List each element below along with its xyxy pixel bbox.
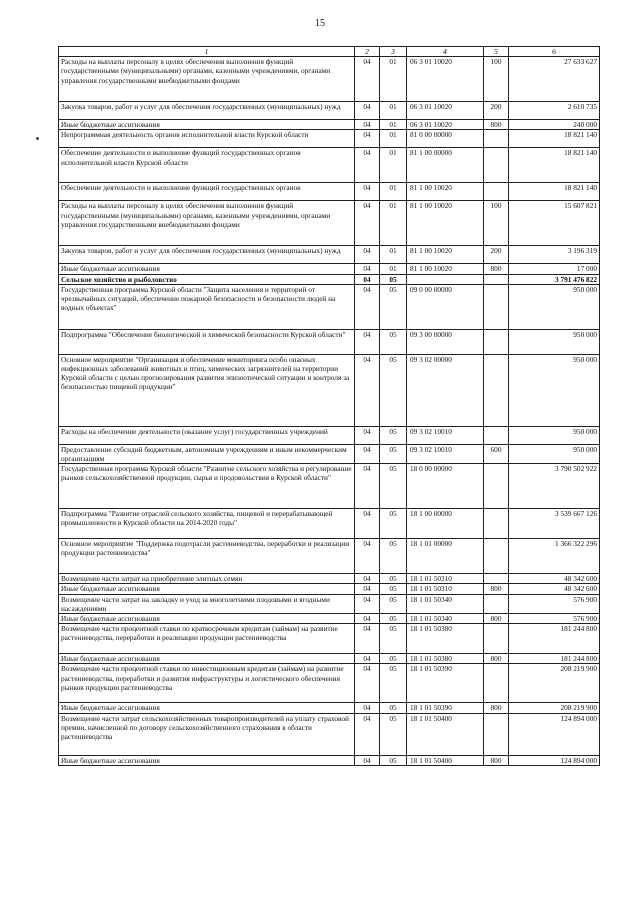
row-amount: 3 791 476 822 (509, 274, 600, 284)
row-subchapter: 05 (380, 354, 407, 426)
row-name: Возмещение части процентной ставки по инвестиционным кредитам (займам) на развитие растениеводства, переработки и развития инфраструктуры и логистического обеспечения рынков продукции растениеводства (59, 664, 355, 703)
row-name: Расходы на выплаты персоналу в целях обеспечения выполнения функций государственными (муниципальными) органами, казенными учреждениями, органами управления государственными внебюджетными фондами (59, 57, 355, 102)
row-amount: 950 000 (509, 329, 600, 354)
row-chapter: 04 (355, 594, 380, 613)
table-header-row (59, 47, 600, 57)
row-chapter: 04 (355, 274, 380, 284)
row-subchapter: 01 (380, 57, 407, 102)
row-subchapter: 05 (380, 624, 407, 654)
row-chapter: 04 (355, 57, 380, 102)
row-amount: 15 607 821 (509, 201, 600, 246)
row-chapter: 04 (355, 464, 380, 509)
row-amount: 124 894 000 (509, 755, 600, 765)
row-amount: 18 821 140 (509, 148, 600, 183)
row-type: 800 (484, 120, 509, 130)
row-chapter: 04 (355, 426, 380, 444)
row-type (484, 624, 509, 654)
row-chapter: 04 (355, 120, 380, 130)
row-type: 800 (484, 614, 509, 624)
row-type: 100 (484, 201, 509, 246)
table-row (59, 755, 600, 765)
row-subchapter: 05 (380, 755, 407, 765)
row-target: 18 1 01 50310 (407, 574, 484, 584)
row-target: 81 1 00 00000 (407, 148, 484, 183)
row-subchapter: 05 (380, 426, 407, 444)
row-name: Подпрограмма "Развитие отраслей сельского хозяйства, пищевой и перерабатывающей промышленности в Курской области на 2014-2020 годы" (59, 509, 355, 539)
table-row (59, 426, 600, 444)
budget-table (58, 46, 600, 766)
row-subchapter: 01 (380, 148, 407, 183)
row-target: 06 3 01 10020 (407, 120, 484, 130)
row-name: Иные бюджетные ассигнования (59, 755, 355, 765)
row-name: Расходы на обеспечение деятельности (оказание услуг) государственных учреждений (59, 426, 355, 444)
row-target: 09 3 00 00000 (407, 329, 484, 354)
row-chapter: 04 (355, 284, 380, 329)
row-amount: 48 342 600 (509, 584, 600, 594)
row-target: 09 3 02 10010 (407, 426, 484, 444)
table-row (59, 464, 600, 509)
row-type (484, 130, 509, 148)
table-row (59, 284, 600, 329)
row-target: 18 1 01 50400 (407, 755, 484, 765)
table-row (59, 703, 600, 713)
table-row (59, 624, 600, 654)
scan-dot-mark (36, 137, 39, 140)
row-chapter: 04 (355, 354, 380, 426)
row-amount: 208 219 900 (509, 703, 600, 713)
row-name: Подпрограмма "Обеспечение биологической и химической безопасности Курской области" (59, 329, 355, 354)
row-chapter: 04 (355, 755, 380, 765)
row-chapter: 04 (355, 574, 380, 584)
row-target: 09 0 00 00000 (407, 284, 484, 329)
row-name: Расходы на выплаты персоналу в целях обеспечения выполнения функций государственными (муниципальными) органами, казенными учреждениями, органами управления государственными внебюджетными фондами (59, 201, 355, 246)
row-subchapter: 05 (380, 594, 407, 613)
row-subchapter: 01 (380, 246, 407, 264)
row-name: Возмещение части затрат сельскохозяйственных товаропроизводителей на уплату страховой премии, начисленной по договору сельскохозяйственного страхования в области растениеводства (59, 713, 355, 755)
row-type (484, 284, 509, 329)
row-target: 81 0 00 00000 (407, 130, 484, 148)
row-name: Обеспечение деятельности и выполнение функций государственных органов (59, 183, 355, 201)
row-name: Предоставление субсидий бюджетным, автономным учреждениям и иным некоммерческим организациям (59, 444, 355, 463)
row-amount: 181 244 800 (509, 624, 600, 654)
row-subchapter: 05 (380, 329, 407, 354)
row-target: 06 3 01 10020 (407, 102, 484, 120)
row-target: 18 1 01 50390 (407, 664, 484, 703)
row-chapter: 04 (355, 614, 380, 624)
row-chapter: 04 (355, 444, 380, 463)
row-name: Возмещение части затрат на закладку и уход за многолетними плодовыми и ягодными насаждениями (59, 594, 355, 613)
row-chapter: 04 (355, 664, 380, 703)
row-name: Закупка товаров, работ и услуг для обеспечения государственных (муниципальных) нужд (59, 246, 355, 264)
row-name: Иные бюджетные ассигнования (59, 654, 355, 664)
row-type (484, 509, 509, 539)
row-chapter: 04 (355, 130, 380, 148)
row-chapter: 04 (355, 624, 380, 654)
table-row (59, 594, 600, 613)
row-subchapter: 05 (380, 539, 407, 574)
table-row (59, 539, 600, 574)
row-subchapter: 05 (380, 574, 407, 584)
row-subchapter: 01 (380, 130, 407, 148)
row-subchapter: 01 (380, 264, 407, 274)
row-name: Сельское хозяйство и рыболовство (59, 274, 355, 284)
row-amount: 950 000 (509, 426, 600, 444)
row-type: 800 (484, 264, 509, 274)
table-row (59, 509, 600, 539)
row-target: 09 3 02 00000 (407, 354, 484, 426)
table-row (59, 584, 600, 594)
row-name: Иные бюджетные ассигнования (59, 584, 355, 594)
row-target: 18 1 01 50340 (407, 614, 484, 624)
row-subchapter: 01 (380, 201, 407, 246)
row-name: Иные бюджетные ассигнования (59, 264, 355, 274)
row-subchapter: 05 (380, 584, 407, 594)
row-type (484, 574, 509, 584)
row-type (484, 464, 509, 509)
row-amount: 2 610 735 (509, 102, 600, 120)
row-subchapter: 05 (380, 444, 407, 463)
row-target: 18 1 01 50380 (407, 654, 484, 664)
row-amount: 18 821 140 (509, 130, 600, 148)
row-target: 18 1 01 50310 (407, 584, 484, 594)
row-type (484, 426, 509, 444)
table-row (59, 130, 600, 148)
table-row (59, 654, 600, 664)
row-target: 81 1 00 10020 (407, 264, 484, 274)
table-row (59, 354, 600, 426)
row-type: 800 (484, 755, 509, 765)
row-subchapter: 01 (380, 102, 407, 120)
row-subchapter: 05 (380, 614, 407, 624)
row-name: Иные бюджетные ассигнования (59, 703, 355, 713)
row-amount: 950 000 (509, 354, 600, 426)
row-chapter: 04 (355, 654, 380, 664)
row-chapter: 04 (355, 201, 380, 246)
header-target: 4 (407, 47, 484, 57)
table-row (59, 444, 600, 463)
row-target: 18 1 01 50380 (407, 624, 484, 654)
row-amount: 181 244 800 (509, 654, 600, 664)
row-target: 18 0 00 00000 (407, 464, 484, 509)
header-chapter: 2 (355, 47, 380, 57)
row-type: 200 (484, 246, 509, 264)
row-type (484, 664, 509, 703)
row-amount: 3 790 502 922 (509, 464, 600, 509)
row-chapter: 04 (355, 102, 380, 120)
row-amount: 27 633 627 (509, 57, 600, 102)
row-target: 81 1 00 10020 (407, 246, 484, 264)
table-row (59, 274, 600, 284)
table-row (59, 614, 600, 624)
row-name: Государственная программа Курской области "Развитие сельского хозяйства и регулирование рынков сельскохозяйственной продукции, сырья и продовольствия в Курской области" (59, 464, 355, 509)
row-name: Основное мероприятие "Организация и обеспечение мониторинга особо опасных инфекционных заболеваний животных и птиц, химических загрязнителей на территории Курской области с целью прогнозирования развития эпизоотической ситуации и контроля за безопасностью пищевой продукции" (59, 354, 355, 426)
row-subchapter: 05 (380, 703, 407, 713)
table-row (59, 120, 600, 130)
row-target: 09 3 02 10010 (407, 444, 484, 463)
row-target: 81 1 00 10020 (407, 201, 484, 246)
row-target (407, 274, 484, 284)
row-chapter: 04 (355, 246, 380, 264)
table-row (59, 713, 600, 755)
row-chapter: 04 (355, 183, 380, 201)
table-row (59, 664, 600, 703)
row-amount: 950 000 (509, 284, 600, 329)
row-amount: 3 196 319 (509, 246, 600, 264)
row-name: Закупка товаров, работ и услуг для обеспечения государственных (муниципальных) нужд (59, 102, 355, 120)
row-type: 100 (484, 57, 509, 102)
row-amount: 1 366 322 296 (509, 539, 600, 574)
row-subchapter: 05 (380, 654, 407, 664)
row-name: Иные бюджетные ассигнования (59, 614, 355, 624)
header-type: 5 (484, 47, 509, 57)
row-amount: 124 894 000 (509, 713, 600, 755)
row-chapter: 04 (355, 703, 380, 713)
row-amount: 576 900 (509, 614, 600, 624)
row-type (484, 329, 509, 354)
row-name: Основное мероприятие "Поддержка подотрасли растениеводства, переработки и реализации продукции растениеводства" (59, 539, 355, 574)
header-name: 1 (59, 47, 355, 57)
row-amount: 576 900 (509, 594, 600, 613)
row-amount: 208 219 900 (509, 664, 600, 703)
row-type (484, 594, 509, 613)
row-subchapter: 05 (380, 509, 407, 539)
row-subchapter: 05 (380, 274, 407, 284)
row-target: 18 1 01 50400 (407, 713, 484, 755)
row-name: Возмещение части затрат на приобретение элитных семян (59, 574, 355, 584)
row-subchapter: 05 (380, 284, 407, 329)
row-name: Обеспечение деятельности и выполнение функций государственных органов исполнительной власти Курской области (59, 148, 355, 183)
row-type (484, 713, 509, 755)
row-subchapter: 01 (380, 183, 407, 201)
row-amount: 17 000 (509, 264, 600, 274)
table-row (59, 57, 600, 102)
row-amount: 48 342 600 (509, 574, 600, 584)
table-row (59, 264, 600, 274)
row-amount: 950 000 (509, 444, 600, 463)
row-subchapter: 01 (380, 120, 407, 130)
row-chapter: 04 (355, 264, 380, 274)
table-row (59, 201, 600, 246)
table-row (59, 183, 600, 201)
row-target: 18 1 01 50390 (407, 703, 484, 713)
row-target: 18 1 01 50340 (407, 594, 484, 613)
header-subchapter: 3 (380, 47, 407, 57)
row-amount: 240 000 (509, 120, 600, 130)
header-amount: 6 (509, 47, 600, 57)
row-type (484, 354, 509, 426)
row-name: Возмещение части процентной ставки по краткосрочным кредитам (займам) на развитие растениеводства, переработки и реализации продукции растениеводства (59, 624, 355, 654)
row-chapter: 04 (355, 148, 380, 183)
row-type: 200 (484, 102, 509, 120)
table-row (59, 148, 600, 183)
page-number: 15 (315, 18, 325, 29)
row-subchapter: 05 (380, 664, 407, 703)
row-type (484, 539, 509, 574)
table-row (59, 329, 600, 354)
row-type (484, 148, 509, 183)
row-name: Непрограммная деятельность органов исполнительной власти Курской области (59, 130, 355, 148)
row-type: 600 (484, 444, 509, 463)
row-type: 800 (484, 654, 509, 664)
table-row (59, 246, 600, 264)
table-row (59, 574, 600, 584)
row-amount: 18 821 140 (509, 183, 600, 201)
row-target: 06 3 01 10020 (407, 57, 484, 102)
row-name: Государственная программа Курской области "Защита населения и территорий от чрезвычайных ситуаций, обеспечение пожарной безопасности и безопасности людей на водных объектах" (59, 284, 355, 329)
row-type: 800 (484, 703, 509, 713)
table-row (59, 102, 600, 120)
row-subchapter: 05 (380, 713, 407, 755)
row-chapter: 04 (355, 329, 380, 354)
row-chapter: 04 (355, 713, 380, 755)
row-target: 81 1 00 10020 (407, 183, 484, 201)
row-type: 800 (484, 584, 509, 594)
row-name: Иные бюджетные ассигнования (59, 120, 355, 130)
row-subchapter: 05 (380, 464, 407, 509)
row-amount: 3 539 667 126 (509, 509, 600, 539)
row-chapter: 04 (355, 584, 380, 594)
row-target: 18 1 00 00000 (407, 509, 484, 539)
row-chapter: 04 (355, 539, 380, 574)
row-type (484, 183, 509, 201)
row-target: 18 1 01 00000 (407, 539, 484, 574)
row-type (484, 274, 509, 284)
row-chapter: 04 (355, 509, 380, 539)
